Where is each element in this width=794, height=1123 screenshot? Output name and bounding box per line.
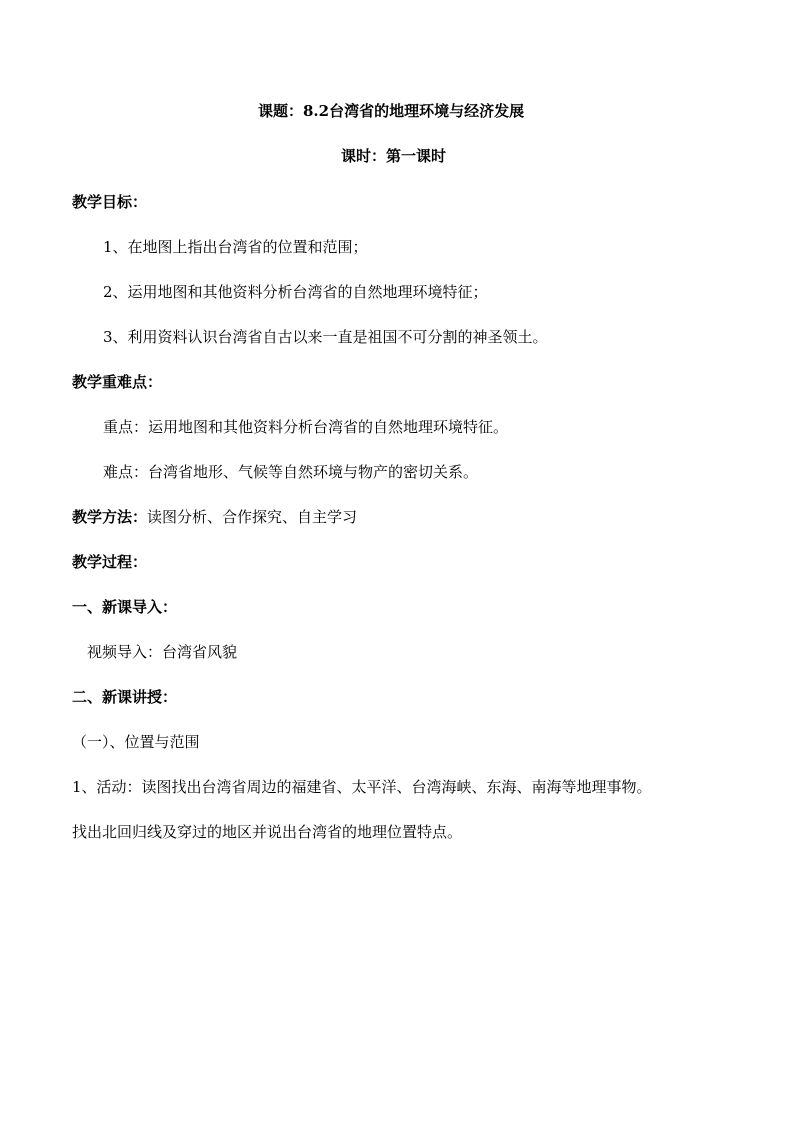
section2-heading: 二、新课讲授：	[72, 688, 178, 706]
section2-subheading: （一）、位置与范围	[72, 733, 200, 751]
section2-activity: 1、活动：读图找出台湾省周边的福建省、太平洋、台湾海峡、东海、南海等地理事物。	[72, 778, 652, 796]
methods-text: 读图分析、合作探究、自主学习	[147, 508, 358, 526]
key-point-focus: 重点：运用地图和其他资料分析台湾省的自然地理环境特征。	[103, 418, 509, 436]
document-title: 课题：8.2台湾省的地理环境与经济发展	[258, 102, 525, 120]
objectives-heading: 教学目标：	[72, 193, 148, 211]
objective-item-3: 3、利用资料认识台湾省自古以来一直是祖国不可分割的神圣领土。	[103, 328, 548, 346]
section1-text: 视频导入：台湾省风貌	[87, 643, 238, 661]
lesson-time: 课时：第一课时	[341, 147, 447, 165]
methods-line	[72, 507, 357, 527]
key-point-difficulty: 难点：台湾省地形、气候等自然环境与物产的密切关系。	[103, 463, 479, 481]
section1-heading: 一、新课导入：	[72, 598, 178, 616]
process-heading: 教学过程：	[72, 553, 148, 571]
objective-item-1: 1、在地图上指出台湾省的位置和范围；	[103, 238, 368, 256]
section2-activity-continued: 找出北回归线及穿过的地区并说出台湾省的地理位置特点。	[72, 823, 463, 841]
objective-item-2: 2、运用地图和其他资料分析台湾省的自然地理环境特征；	[103, 283, 488, 301]
methods-heading: 教学方法：	[72, 508, 148, 526]
key-points-heading: 教学重难点：	[72, 373, 163, 391]
